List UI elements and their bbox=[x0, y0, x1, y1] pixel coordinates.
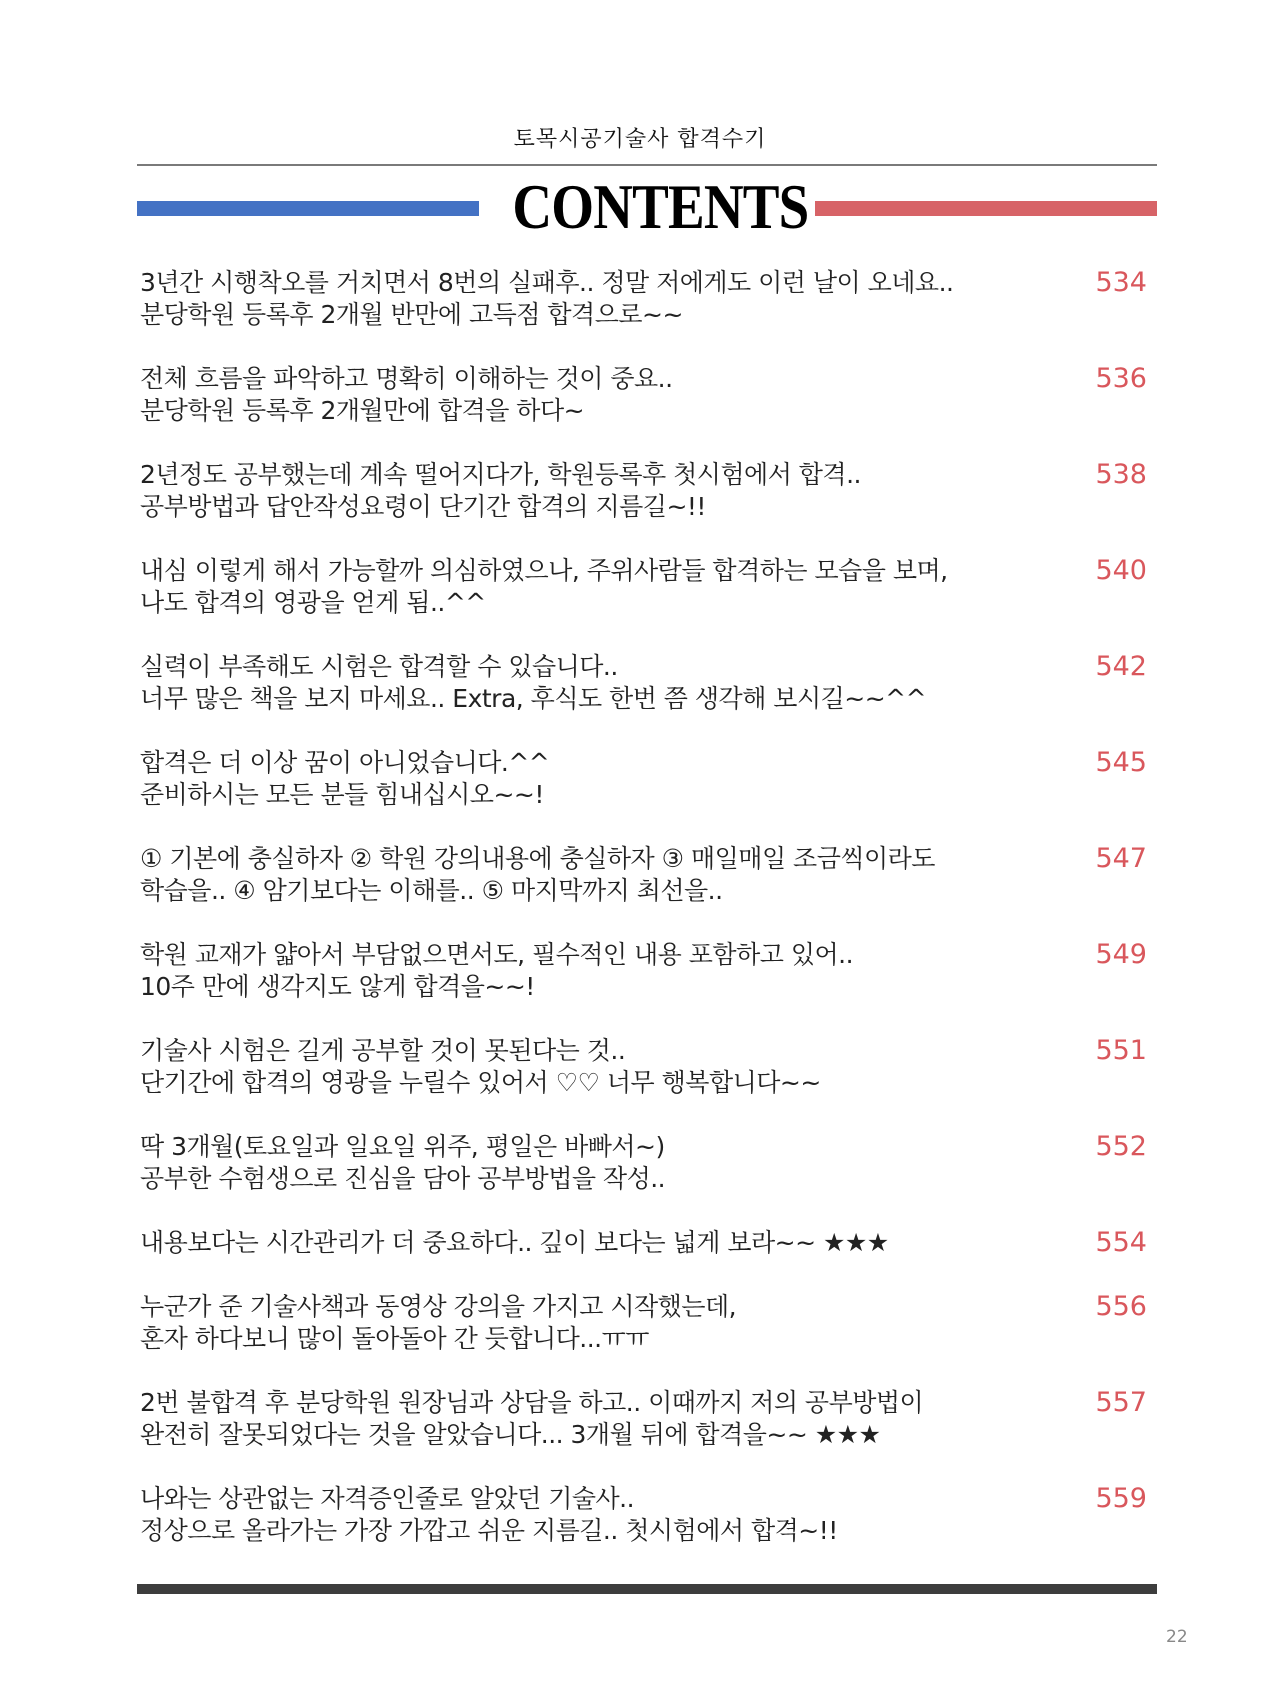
toc-entry-title-line: 내용보다는 시간관리가 더 중요하다.. 깊이 보다는 넓게 보라~~ ★★★ bbox=[140, 1228, 889, 1257]
toc-entry-title-line: 너무 많은 책을 보지 마세요.. Extra, 후식도 한번 쯤 생각해 보시길~~^^ bbox=[140, 684, 927, 713]
toc-entry[interactable] bbox=[140, 1483, 1147, 1547]
toc-entry[interactable] bbox=[140, 1387, 1147, 1451]
toc-entry[interactable] bbox=[140, 939, 1147, 1003]
toc-entry[interactable] bbox=[140, 1035, 1147, 1099]
toc-entry-title-line: 학습을.. ④ 암기보다는 이해를.. ⑤ 마지막까지 최선을.. bbox=[140, 876, 723, 905]
toc-entry-page-number[interactable]: 542 bbox=[1095, 651, 1147, 682]
toc-entry[interactable] bbox=[140, 1131, 1147, 1195]
toc-entry[interactable] bbox=[140, 747, 1147, 811]
toc-entry-title-line: 분당학원 등록후 2개월만에 합격을 하다~ bbox=[140, 396, 585, 425]
header-divider bbox=[137, 164, 1157, 166]
toc-entry[interactable] bbox=[140, 1227, 1147, 1259]
blue-accent-bar bbox=[137, 201, 479, 216]
toc-entry-page-number[interactable]: 536 bbox=[1095, 363, 1147, 394]
toc-entry-page-number[interactable]: 557 bbox=[1095, 1387, 1147, 1418]
toc-entry-title-line: 나도 합격의 영광을 얻게 됨..^^ bbox=[140, 588, 486, 617]
toc-entry-title-line: 내심 이렇게 해서 가능할까 의심하였으나, 주위사람들 합격하는 모습을 보며, bbox=[140, 556, 948, 585]
toc-entry-title-line: 누군가 준 기술사책과 동영상 강의을 가지고 시작했는데, bbox=[140, 1292, 737, 1321]
toc-entry-title-line: 딱 3개월(토요일과 일요일 위주, 평일은 바빠서~) bbox=[140, 1132, 665, 1161]
footer-divider bbox=[137, 1584, 1157, 1594]
toc-entry-page-number[interactable]: 559 bbox=[1095, 1483, 1147, 1514]
toc-entry-page-number[interactable]: 551 bbox=[1095, 1035, 1147, 1066]
toc-entry-page-number[interactable]: 556 bbox=[1095, 1291, 1147, 1322]
toc-entry-title-line: 분당학원 등록후 2개월 반만에 고득점 합격으로~~ bbox=[140, 300, 683, 329]
toc-entry-title-line: ① 기본에 충실하자 ② 학원 강의내용에 충실하자 ③ 매일매일 조금씩이라도 bbox=[140, 844, 935, 873]
toc-entry-title-line: 나와는 상관없는 자격증인줄로 알았던 기술사.. bbox=[140, 1484, 635, 1513]
toc-entry-page-number[interactable]: 534 bbox=[1095, 267, 1147, 298]
red-accent-bar bbox=[815, 201, 1157, 216]
toc-entry-page-number[interactable]: 554 bbox=[1095, 1227, 1147, 1258]
toc-entry-title-line: 전체 흐름을 파악하고 명확히 이해하는 것이 중요.. bbox=[140, 364, 673, 393]
toc-entry-title-line: 단기간에 합격의 영광을 누릴수 있어서 ♡♡ 너무 행복합니다~~ bbox=[140, 1068, 821, 1097]
toc-entry-title-line: 10주 만에 생각지도 않게 합격을~~! bbox=[140, 972, 535, 1001]
toc-entry-title-line: 2번 불합격 후 분당학원 원장님과 상담을 하고.. 이때까지 저의 공부방법이 bbox=[140, 1388, 924, 1417]
toc-entry-title-line: 정상으로 올라가는 가장 가깝고 쉬운 지름길.. 첫시험에서 합격~!! bbox=[140, 1516, 838, 1545]
toc-entry[interactable] bbox=[140, 651, 1147, 715]
toc-entry-page-number[interactable]: 549 bbox=[1095, 939, 1147, 970]
toc-entry-page-number[interactable]: 552 bbox=[1095, 1131, 1147, 1162]
toc-entry-title-line: 실력이 부족해도 시험은 합격할 수 있습니다.. bbox=[140, 652, 618, 681]
page-number: 22 bbox=[1166, 1627, 1188, 1647]
table-of-contents bbox=[140, 267, 1147, 1579]
toc-entry-title-line: 공부한 수험생으로 진심을 담아 공부방법을 작성.. bbox=[140, 1164, 666, 1193]
toc-entry-title-line: 학원 교재가 얇아서 부담없으면서도, 필수적인 내용 포함하고 있어.. bbox=[140, 940, 854, 969]
toc-entry[interactable] bbox=[140, 459, 1147, 523]
toc-entry[interactable] bbox=[140, 1291, 1147, 1355]
contents-heading: CONTENTS bbox=[512, 171, 809, 242]
toc-entry-page-number[interactable]: 540 bbox=[1095, 555, 1147, 586]
toc-entry[interactable] bbox=[140, 843, 1147, 907]
toc-entry-title-line: 2년정도 공부했는데 계속 떨어지다가, 학원등록후 첫시험에서 합격.. bbox=[140, 460, 861, 489]
toc-entry-title-line: 공부방법과 답안작성요령이 단기간 합격의 지름길~!! bbox=[140, 492, 706, 521]
toc-entry-title-line: 준비하시는 모든 분들 힘내십시오~~! bbox=[140, 780, 544, 809]
toc-entry-title-line: 합격은 더 이상 꿈이 아니었습니다.^^ bbox=[140, 748, 550, 777]
toc-entry[interactable] bbox=[140, 555, 1147, 619]
toc-entry-title-line: 3년간 시행착오를 거치면서 8번의 실패후.. 정말 저에게도 이런 날이 오네요.. bbox=[140, 268, 954, 297]
toc-entry-page-number[interactable]: 547 bbox=[1095, 843, 1147, 874]
toc-entry-title-line: 혼자 하다보니 많이 돌아돌아 간 듯합니다...ㅠㅠ bbox=[140, 1324, 649, 1353]
toc-entry[interactable] bbox=[140, 267, 1147, 331]
toc-entry-page-number[interactable]: 545 bbox=[1095, 747, 1147, 778]
book-title: 토목시공기술사 합격수기 bbox=[513, 127, 767, 152]
toc-entry-title-line: 완전히 잘못되었다는 것을 알았습니다... 3개월 뒤에 합격을~~ ★★★ bbox=[140, 1420, 881, 1449]
toc-entry[interactable] bbox=[140, 363, 1147, 427]
toc-entry-title-line: 기술사 시험은 길게 공부할 것이 못된다는 것.. bbox=[140, 1036, 626, 1065]
toc-entry-page-number[interactable]: 538 bbox=[1095, 459, 1147, 490]
